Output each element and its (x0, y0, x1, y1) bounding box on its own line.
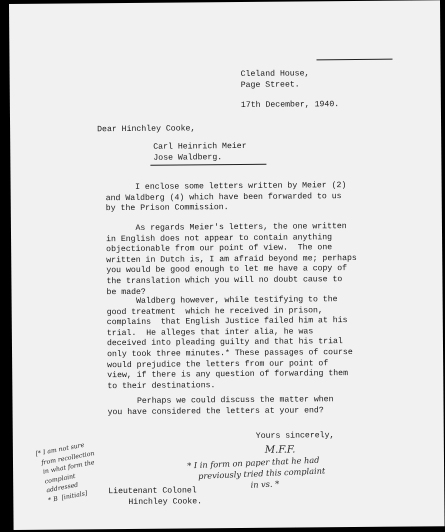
margin-note: [* I am not sure from recollection in what form the complaint addressed * B [initials] (35, 441, 96, 505)
body-paragraph-3: Waldberg however, while testifying to the good treatment which he received in prison, complains that English Justice failed him at his trial. He alleges that inter alia, he was deceived into pleading guilty and that his trial only took three minutes.* These passages of course would prejudice the letters from our point of view, if there is any question of forwarding them to their destinations. (106, 295, 353, 391)
address-line-1: Cleland House, (240, 69, 310, 79)
signature: M.F.F. (264, 444, 296, 456)
body-paragraph-1: I enclose some letters written by Meier (2) and Waldberg (4) which have been forwarded to us by the Prison Commission. (105, 181, 347, 214)
body-paragraph-2: As regards Meier's letters, the one written in English does not appear to contain anything objectionable from our point of view. The one written in Dutch is, I am afraid beyond me; perhaps you would be good enough to let me have a copy of the translation which you will no doubt cause to be made? (105, 222, 357, 297)
address-line-2: Page Street. (240, 80, 300, 90)
addressee-line-1: Lieutenant Colonel (108, 486, 197, 497)
salutation: Dear Hinchley Cooke, (97, 124, 196, 135)
subject-line-1: Carl Heinrich Meier (153, 141, 247, 152)
top-rule (316, 59, 392, 61)
subject-underline (150, 164, 266, 166)
body-paragraph-4: Perhaps we could discuss the matter when you have considered the letters at your end? (107, 395, 334, 417)
addressee-line-2: Hinchley Cooke. (128, 497, 203, 507)
letter-page (9, 0, 445, 530)
letter-date: 17th December, 1940. (240, 100, 340, 110)
handwritten-footnote: * I in form on paper that he had previously tried this complaint in vs. * (186, 454, 326, 493)
closing: Yours sincerely, (255, 431, 335, 441)
subject-line-2: Jose Waldberg. (153, 153, 223, 163)
